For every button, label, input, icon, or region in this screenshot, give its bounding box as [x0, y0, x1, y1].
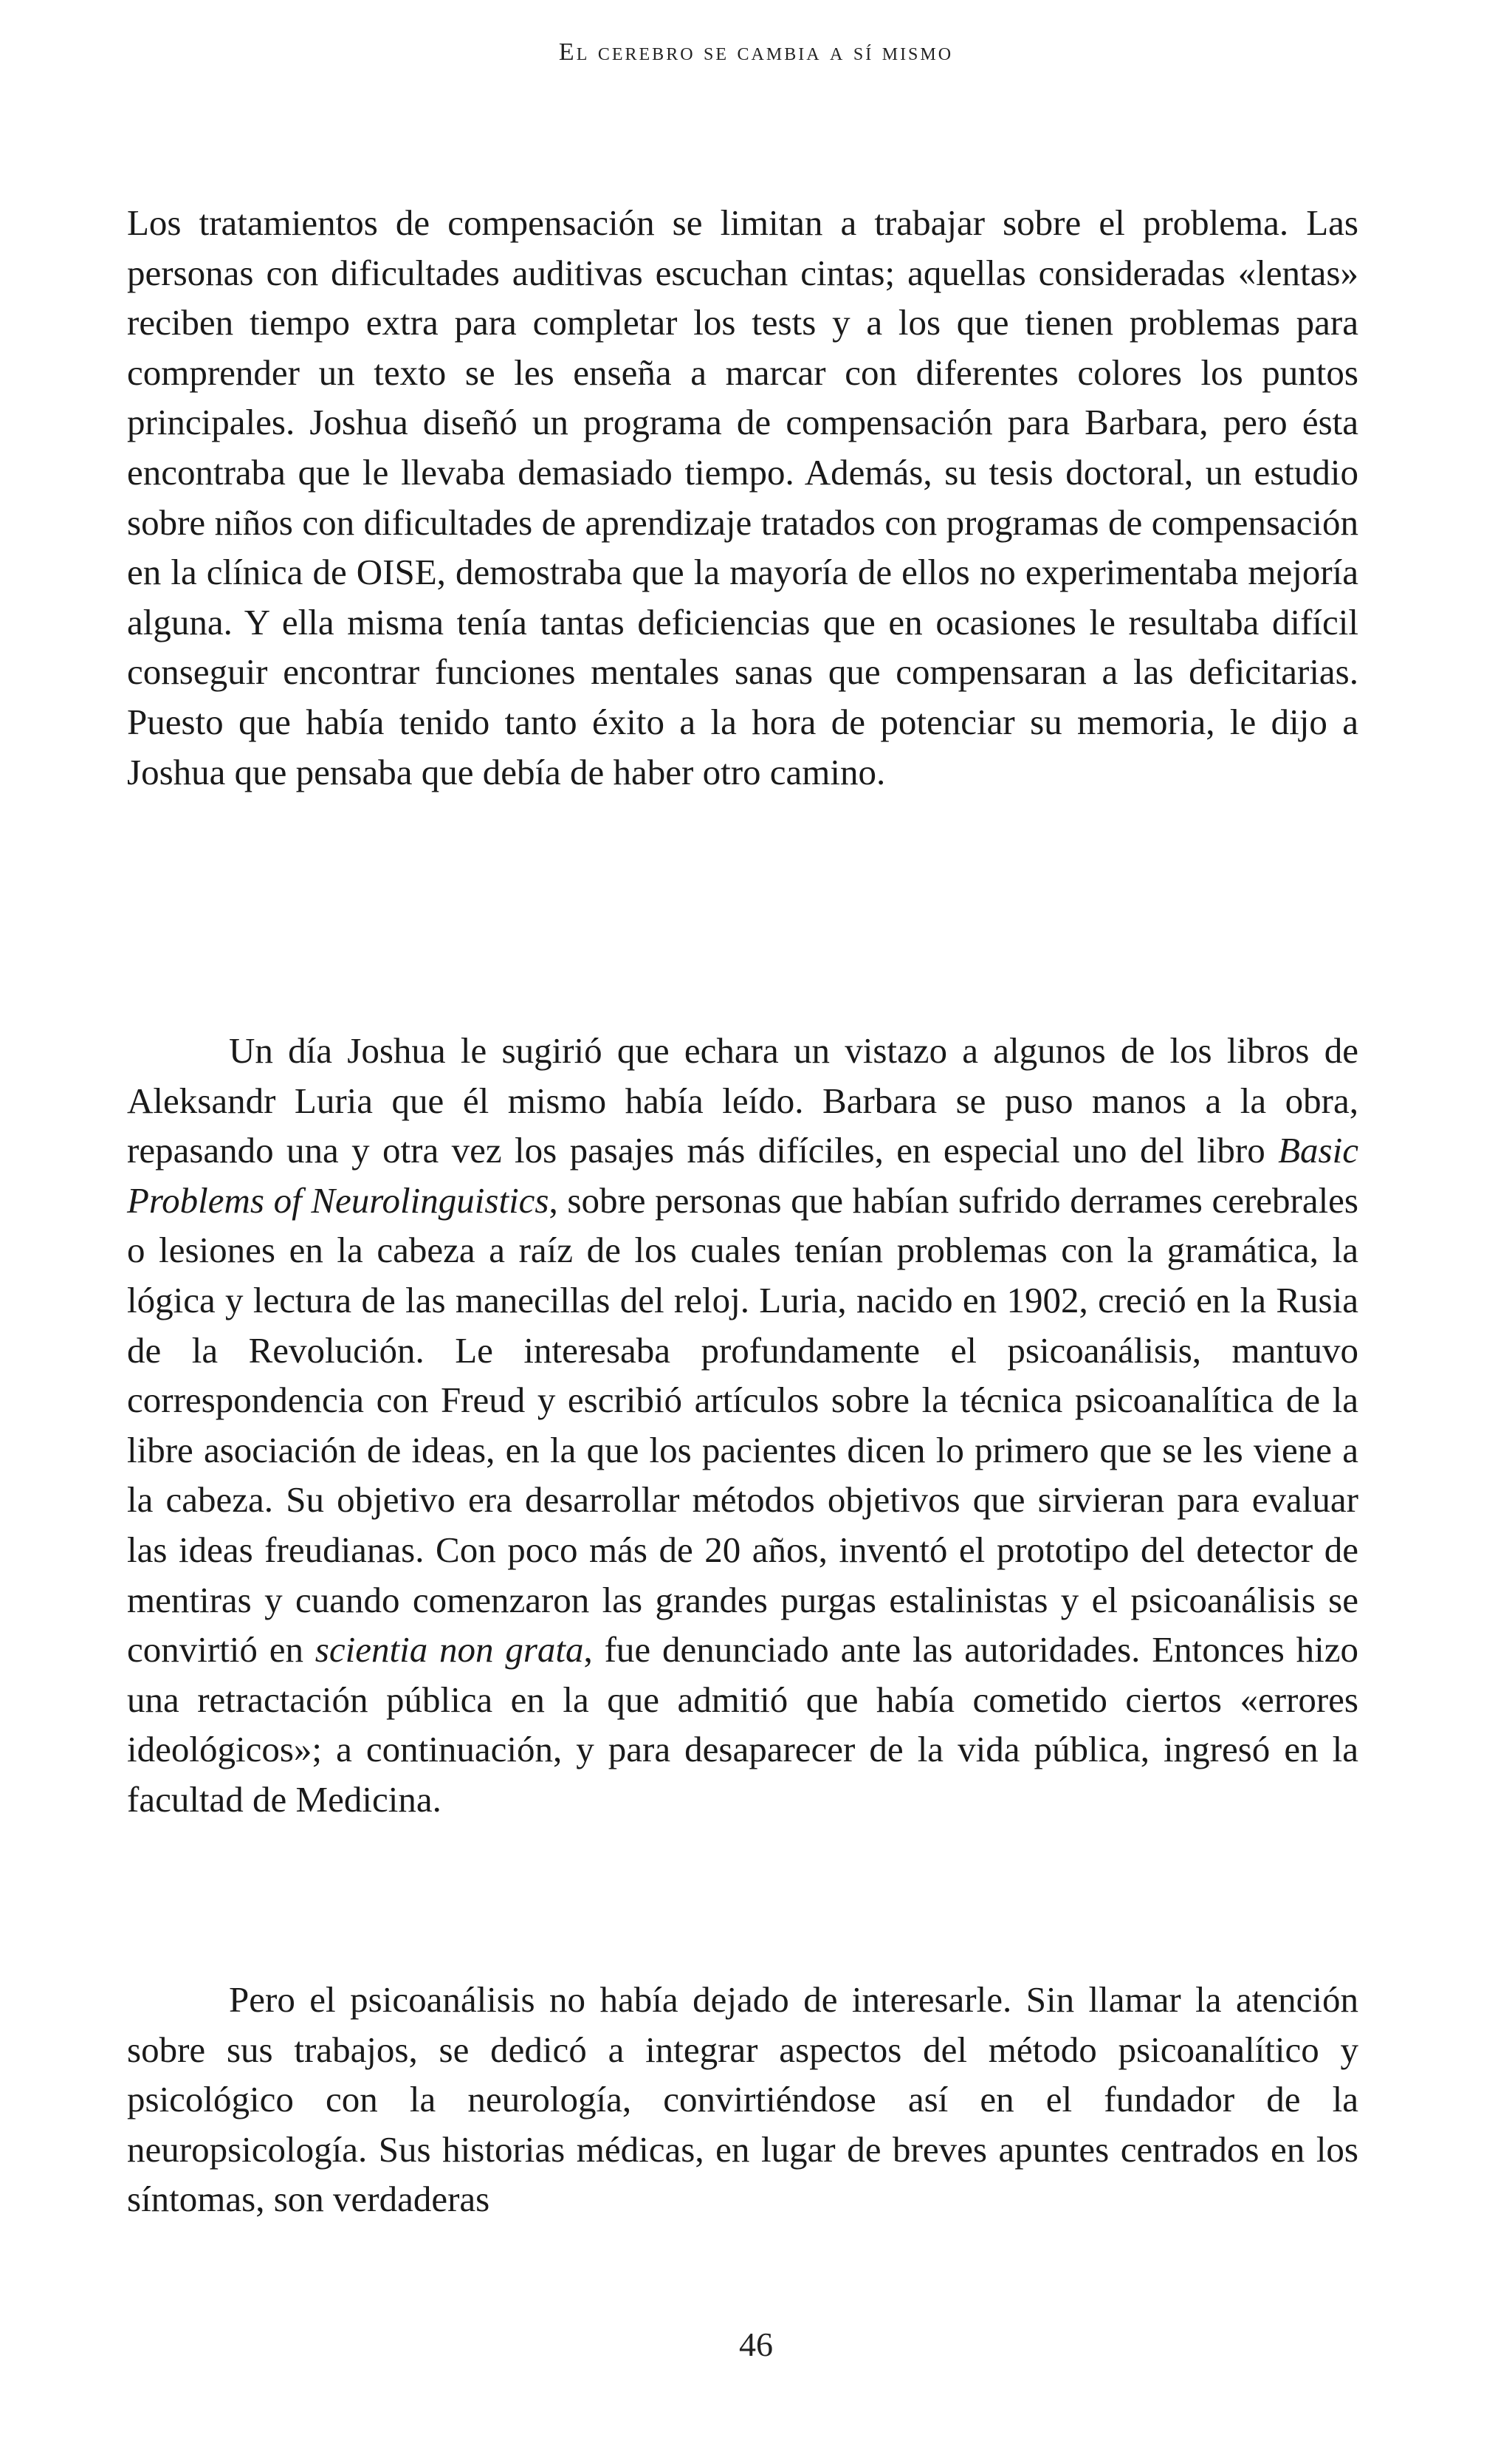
paragraph-2-text-end: , fue denunciado ante las autoridades. Entonces hizo una retractación pública en la que admitió que había cometido ciertos «errores ideológicos»; a continuación, y para desaparecer de la vida pública, ingresó en la facultad de Medicina.: [127, 1629, 1358, 1820]
paragraph-2-text-start: Un día Joshua le sugirió que echara un vistazo a algunos de los libros de Aleksandr Luria que él mismo había leído. Barbara se puso manos a la obra, repasando una y otra vez los pasajes más difíciles, en especial uno del libro: [127, 1030, 1358, 1171]
paragraph-1-block: [127, 198, 1358, 797]
page-number: 46: [739, 2326, 773, 2363]
book-title: Basic Problems of Neurolinguistics: [127, 1130, 1358, 1221]
body-paragraph-2: [127, 1026, 1358, 1825]
paragraph-3-block: [127, 1975, 1358, 2224]
paragraph-2-block: [127, 1026, 1358, 1825]
latin-phrase: scientia non grata: [315, 1629, 584, 1670]
paragraph-2-text-middle: , sobre personas que habían sufrido derrames cerebrales o lesiones en la cabeza a raíz de los cuales tenían problemas con la gramática, la lógica y lectura de las manecillas del reloj. Luria, nacido en 1902, creció en la Rusia de la Revolución. Le interesaba profundamente el psicoanálisis, mantuvo correspondencia con Freud y escribió artículos sobre la técnica psicoanalítica de la libre asociación de ideas, en la que los pacientes dicen lo primero que se les viene a la cabeza. Su objetivo era desarrollar métodos objetivos que sirvieran para evaluar las ideas freudianas. Con poco más de 20 años, inventó el prototipo del detector de mentiras y cuando comenzaron las grandes purgas estalinistas y el psicoanálisis se convirtió en: [127, 1179, 1358, 1670]
body-paragraph-1: Los tratamientos de compensación se limitan a trabajar sobre el problema. Las personas con dificultades auditivas escuchan cintas; aquellas consideradas «lentas» reciben tiempo extra para completar los tests y a los que tienen problemas para comprender un texto se les enseña a marcar con diferentes colores los puntos principales. Joshua diseñó un programa de compensación para Barbara, pero ésta encontraba que le llevaba demasiado tiempo. Además, su tesis doctoral, un estudio sobre niños con dificultades de aprendizaje tratados con programas de compensación en la clínica de OISE, demostraba que la mayoría de ellos no experimentaba mejoría alguna. Y ella misma tenía tantas deficiencias que en ocasiones le resultaba difícil conseguir encontrar funciones mentales sanas que compensaran a las deficitarias. Puesto que había tenido tanto éxito a la hora de potenciar su memoria, le dijo a Joshua que pensaba que debía de haber otro camino.: [127, 202, 1358, 792]
body-paragraph-3: Pero el psicoanálisis no había dejado de interesarle. Sin llamar la atención sobre sus trabajos, se dedicó a integrar aspectos del método psicoanalítico y psicológico con la neurología, convirtiéndose así en el fundador de la neuropsicología. Sus historias médicas, en lugar de breves apuntes centrados en los síntomas, son verdaderas: [127, 1979, 1358, 2220]
running-header: El cerebro se cambia a sí mismo: [558, 38, 954, 66]
